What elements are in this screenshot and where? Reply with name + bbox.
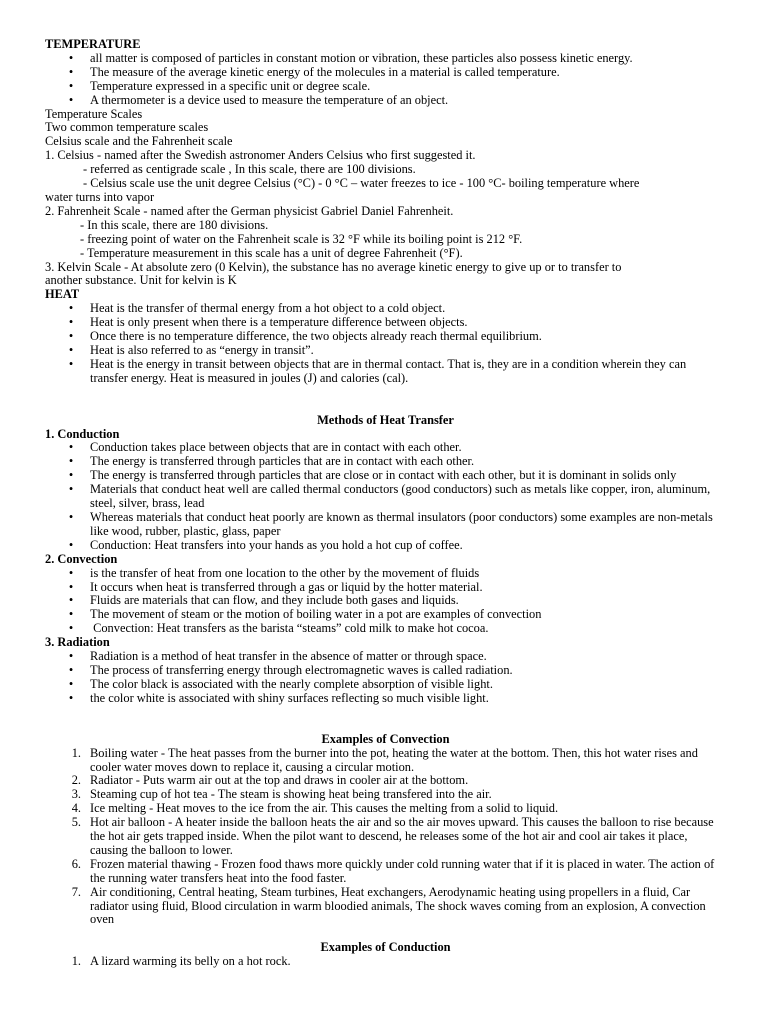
heat-heading: HEAT <box>45 287 80 302</box>
fahrenheit-sub-line: - freezing point of water on the Fahrenheit scale is 32 °F while its boiling point is 212 °F. <box>80 231 523 246</box>
bullet-icon: • <box>68 440 74 455</box>
list-item: • The energy is transferred through particles that are close or in contact with each other, but it is dominant in solids only <box>45 469 726 483</box>
celsius-sub-line: - referred as centigrade scale , In this scale, there are 100 divisions. <box>83 162 416 177</box>
kelvin-line: 3. Kelvin Scale - At absolute zero (0 Kelvin), the substance has no average kinetic energy to give up or to transfer to <box>45 259 622 274</box>
bullet-icon: • <box>68 50 74 65</box>
celsius-sub-line-cont: water turns into vapor <box>45 189 155 204</box>
bullet-icon: • <box>68 676 74 691</box>
celsius-line: 1. Celsius - named after the Swedish astronomer Anders Celsius who first suggested it. <box>45 148 476 163</box>
list-item: • Radiation is a method of heat transfer in the absence of matter or through space. <box>45 650 726 664</box>
list-item: • the color white is associated with shiny surfaces reflecting so much visible light. <box>45 692 726 706</box>
list-item: • Fluids are materials that can flow, and they include both gases and liquids. <box>45 594 726 608</box>
bullet-icon: • <box>68 579 74 594</box>
bullet-icon: • <box>68 342 74 357</box>
bullet-icon: • <box>68 468 74 483</box>
bullet-icon: • <box>68 454 74 469</box>
bullet-icon: • <box>68 593 74 608</box>
list-item: 2. Radiator - Puts warm air out at the top and draws in cooler air at the bottom. <box>71 773 469 788</box>
list-item: • Temperature expressed in a specific unit or degree scale. <box>45 80 726 94</box>
list-item: • Once there is no temperature difference, the two objects already reach thermal equilibrium. <box>45 330 726 344</box>
list-item: 1. Boiling water - The heat passes from the burner into the pot, heating the water at the bottom. Then, this hot water rises and cooler water moves down to replace it, causing a circular motion. <box>71 745 698 774</box>
list-item: • A thermometer is a device used to measure the temperature of an object. <box>45 94 726 108</box>
bullet-icon: • <box>68 356 74 371</box>
temperature-bullets <box>45 52 726 108</box>
temperature-heading: TEMPERATURE <box>45 37 141 51</box>
list-item: • Convection: Heat transfers as the barista “steams” cold milk to make hot cocoa. <box>45 622 726 636</box>
list-item: 6. Frozen material thawing - Frozen food thaws more quickly under cold running water that if it is placed in water. The action of the running water transfers heat into the food faster. <box>71 856 715 885</box>
spacer <box>45 706 726 733</box>
bullet-icon: • <box>68 565 74 580</box>
convection-bullets <box>45 567 726 637</box>
text-line: Two common temperature scales <box>45 120 209 135</box>
bullet-icon: • <box>68 607 74 622</box>
list-item: • The energy is transferred through particles that are in contact with each other. <box>45 455 726 469</box>
list-item: • Whereas materials that conduct heat poorly are known as thermal insulators (poor conductors) some examples are non-metals like wood, rubber, plastic, glass, paper <box>45 511 726 539</box>
conduction-bullets <box>45 441 726 552</box>
bullet-icon: • <box>68 621 74 636</box>
bullet-icon: • <box>68 510 74 524</box>
list-item: 1. A lizard warming its belly on a hot rock. <box>71 954 291 969</box>
list-item: 4. Ice melting - Heat moves to the ice from the air. This causes the melting from a solid to liquid. <box>71 801 559 816</box>
text-line: Temperature Scales <box>45 106 143 121</box>
list-item: 3. Steaming cup of hot tea - The steam is showing heat being transfered into the air. <box>71 787 492 802</box>
heat-bullets <box>45 302 726 385</box>
list-item: • Conduction: Heat transfers into your hands as you hold a hot cup of coffee. <box>45 539 726 553</box>
list-item: • The process of transferring energy through electromagnetic waves is called radiation. <box>45 664 726 678</box>
list-item: • Heat is the energy in transit between objects that are in thermal contact. That is, they are in a condition wherein they can transfer energy. Heat is measured in joules (J) and calories (cal). <box>45 358 726 386</box>
fahrenheit-line: 2. Fahrenheit Scale - named after the German physicist Gabriel Daniel Fahrenheit. <box>45 203 454 218</box>
bullet-icon: • <box>68 537 74 552</box>
bullet-icon: • <box>68 92 74 107</box>
list-item: • Heat is also referred to as “energy in transit”. <box>45 344 726 358</box>
list-item: • Heat is the transfer of thermal energy from a hot object to a cold object. <box>45 302 726 316</box>
list-item: • Materials that conduct heat well are called thermal conductors (good conductors) such as metals like copper, iron, aluminum, steel, silver, brass, lead <box>45 483 726 511</box>
bullet-icon: • <box>68 649 74 664</box>
convection-heading: 2. Convection <box>45 551 118 566</box>
list-item: • The color black is associated with the nearly complete absorption of visible light. <box>45 678 726 692</box>
radiation-heading: 3. Radiation <box>45 635 110 650</box>
list-item: 7. Air conditioning, Central heating, Steam turbines, Heat exchangers, Aerodynamic heating using propellers in a fluid, Car radiator using fluid, Blood circulation in warm bloodied animals, The shock waves coming from an explosion, A convection oven <box>71 884 706 927</box>
list-item: • all matter is composed of particles in constant motion or vibration, these particles also possess kinetic energy. <box>45 52 726 66</box>
bullet-icon: • <box>68 64 74 79</box>
radiation-bullets <box>45 650 726 706</box>
examples-convection-title: Examples of Convection <box>321 731 450 746</box>
methods-title: Methods of Heat Transfer <box>317 412 454 427</box>
examples-conduction-list <box>45 955 726 969</box>
examples-conduction-title: Examples of Conduction <box>320 940 451 955</box>
list-item: • Conduction takes place between objects that are in contact with each other. <box>45 441 726 455</box>
bullet-icon: • <box>68 315 74 330</box>
bullet-icon: • <box>68 482 74 497</box>
list-item: 5. Hot air balloon - A heater inside the balloon heats the air and so the air moves upward. This causes the balloon to rise because the hot air gets trapped inside. When the pilot want to descend, he releases some of the hot air and cool air takes it place, causing the balloon to lower. <box>71 815 714 857</box>
fahrenheit-sub-line: - In this scale, there are 180 divisions. <box>80 217 269 232</box>
spacer <box>45 386 726 414</box>
bullet-icon: • <box>68 690 74 705</box>
conduction-heading: 1. Conduction <box>45 426 120 441</box>
bullet-icon: • <box>68 329 74 344</box>
text-line: Celsius scale and the Fahrenheit scale <box>45 134 233 149</box>
fahrenheit-sub-line: - Temperature measurement in this scale has a unit of degree Fahrenheit (°F). <box>80 245 463 260</box>
list-item: • Heat is only present when there is a temperature difference between objects. <box>45 316 726 330</box>
spacer <box>45 927 726 941</box>
celsius-sub-line: - Celsius scale use the unit degree Celsius (°C) - 0 °C – water freezes to ice - 100 °C- boiling temperature where <box>83 176 640 191</box>
kelvin-line-cont: another substance. Unit for kelvin is K <box>45 273 237 288</box>
examples-convection-list <box>45 747 726 928</box>
list-item: • The movement of steam or the motion of boiling water in a pot are examples of convection <box>45 608 726 622</box>
list-item: • It occurs when heat is transferred through a gas or liquid by the hotter material. <box>45 581 726 595</box>
list-item: • The measure of the average kinetic energy of the molecules in a material is called temperature. <box>45 66 726 80</box>
bullet-icon: • <box>68 662 74 677</box>
bullet-icon: • <box>68 301 74 316</box>
bullet-icon: • <box>68 78 74 93</box>
list-item: • is the transfer of heat from one location to the other by the movement of fluids <box>45 567 726 581</box>
